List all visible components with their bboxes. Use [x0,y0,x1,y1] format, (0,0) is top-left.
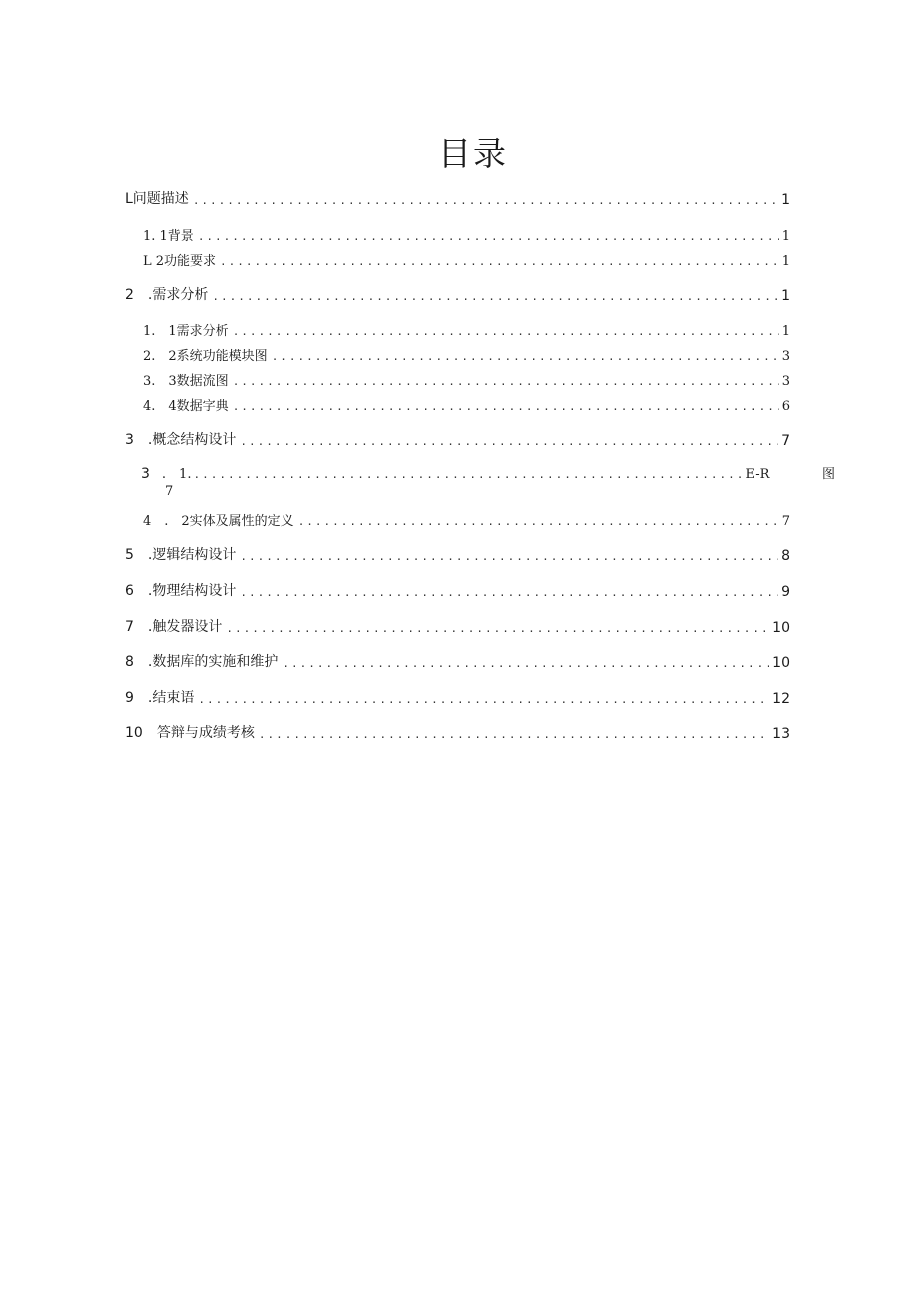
toc-entry-9[interactable] [125,685,790,707]
toc-entry-2-3[interactable] [143,367,790,389]
toc-entry-6[interactable] [125,578,790,600]
toc-entry-1-2[interactable] [143,247,790,269]
toc-entry-label: 4 . 2实体及属性的定义 [143,514,294,529]
toc-entry-page: 1 [781,254,790,269]
toc-dot-leader [233,400,779,414]
toc-entry-10[interactable] [125,720,790,742]
toc-dot-leader [240,435,778,449]
toc-dot-leader [282,657,769,671]
toc-entry-2-2[interactable] [143,342,790,364]
toc-entry-2[interactable] [125,282,790,304]
toc-entry-label: 7 .触发器设计 [125,619,223,635]
toc-entry-page: 13 [772,726,790,742]
toc-entry-page: 1 [781,288,790,304]
toc-entry-page: 3 [781,349,790,364]
toc-dot-leader [212,290,778,304]
toc-entry-label: 4. 4数据字典 [143,399,229,414]
toc-dot-leader [240,550,778,564]
page-title: 目录 [438,134,508,173]
toc-entry-3-2[interactable] [143,507,790,529]
toc-entry-number: 3 [141,466,150,482]
toc-dot-leader [198,693,769,707]
toc-entry-label: 3. 3数据流图 [143,374,229,389]
toc-entry-label-tail: E-R [745,467,770,482]
toc-entry-label: 5 .逻辑结构设计 [125,547,237,563]
toc-entry-page: 1 [781,192,790,208]
toc-entry-sub-number: . 1. [161,467,192,482]
toc-entry-label: 3 .概念结构设计 [125,432,237,448]
toc-entry-2-1[interactable] [143,317,790,339]
toc-entry-page: 6 [781,399,790,414]
toc-entry-page: 1 [781,229,790,244]
toc-entry-page: 10 [772,620,790,636]
toc-dot-leader [193,194,778,208]
toc-dot-leader [298,515,779,529]
toc-entry-label-end: 图 [821,467,835,482]
toc-dot-leader [220,255,779,269]
toc-entry-label: 6 .物理结构设计 [125,583,237,599]
toc-entry-page: 7 [165,484,174,499]
toc-entry-page: 3 [781,374,790,389]
toc-entry-page: 9 [781,584,790,600]
toc-entry-label: 2 .需求分析 [125,287,209,303]
toc-entry-5[interactable] [125,542,790,564]
toc-dot-leader [272,350,779,364]
toc-entry-label: L问题描述 [125,191,189,207]
toc-entry-page: 12 [772,691,790,707]
toc-entry-label: 1. 1背景 [143,229,194,244]
toc-entry-page: 7 [781,514,790,529]
toc-entry-page: 10 [772,655,790,671]
toc-entry-label: 1. 1需求分析 [143,324,229,339]
toc-dot-leader [259,728,769,742]
toc-entry-3-1[interactable] [141,462,841,502]
toc-entry-label: 10 答辩与成绩考核 [125,725,255,741]
toc-dot-leader [233,375,779,389]
toc-entry-2-4[interactable] [143,392,790,414]
toc-dot-leader [233,325,779,339]
toc-dot-leader [198,230,779,244]
toc-dot-leader [240,586,778,600]
toc-dot-leader [226,622,769,636]
toc-entry-label: 9 .结束语 [125,690,195,706]
toc-entry-1[interactable] [125,186,790,208]
toc-entry-page: 7 [781,433,790,449]
toc-entry-7[interactable] [125,614,790,636]
toc-entry-page: 8 [781,548,790,564]
toc-dot-leader [193,468,743,482]
toc-entry-label: L 2功能要求 [143,254,217,269]
toc-entry-label: 2. 2系统功能模块图 [143,349,268,364]
toc-entry-3[interactable] [125,427,790,449]
toc-entry-first-line [141,462,841,482]
toc-entry-1-1[interactable] [143,222,790,244]
toc-entry-label: 8 .数据库的实施和维护 [125,654,279,670]
toc-entry-8[interactable] [125,649,790,671]
toc-entry-page: 1 [781,324,790,339]
